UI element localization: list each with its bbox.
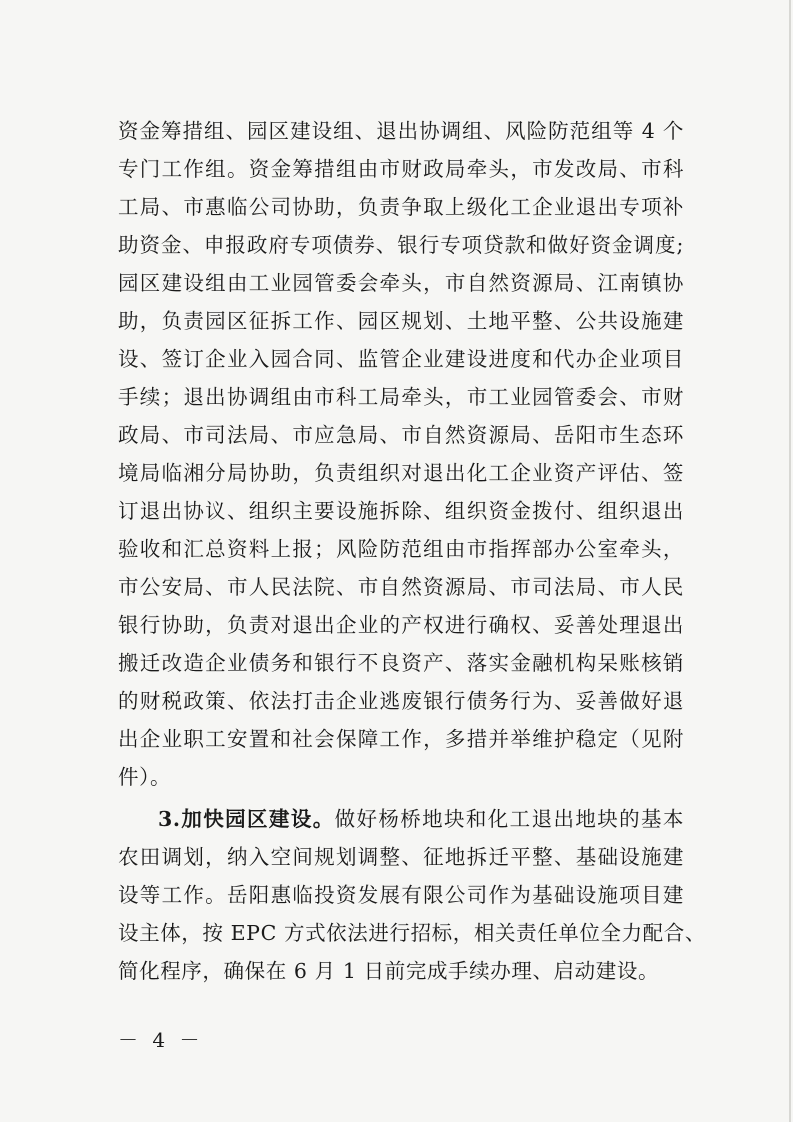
text-line: 的财税政策、依法打击企业逃废银行债务行为、妥善做好退 [118,689,684,713]
page-number: － 4 － [118,1028,204,1052]
binding-edge [789,0,791,1122]
paragraph-first-line [118,800,684,838]
text-line: 资金筹措组、园区建设组、退出协调组、风险防范组等 4 个 [118,119,684,143]
text-line: 设、签订企业入园合同、监管企业建设进度和代办企业项目 [118,347,684,371]
body-text [118,112,706,990]
heading-line-text: 做好杨桥地块和化工退出地块的基本 [334,807,684,831]
text-line: 工局、市惠临公司协助，负责争取上级化工企业退出专项补 [118,195,684,219]
text-line: 市公安局、市人民法院、市自然资源局、市司法局、市人民 [118,575,684,599]
text-line: 订退出协议、组织主要设施拆除、组织资金拨付、组织退出 [118,499,684,523]
text-line: 助，负责园区征拆工作、园区规划、土地平整、公共设施建 [118,309,684,333]
paragraph-work-groups [118,112,684,796]
text-line: 件）。 [118,765,172,789]
text-line: 手续；退出协调组由市科工局牵头，市工业园管委会、市财 [118,385,684,409]
text-line: 政局、市司法局、市应急局、市自然资源局、岳阳市生态环 [118,423,684,447]
text-line: 出企业职工安置和社会保障工作，多措并举维护稳定（见附 [118,727,684,751]
text-line: 简化程序，确保在 6 月 1 日前完成手续办理、启动建设。 [118,959,660,983]
text-line: 设等工作。岳阳惠临投资发展有限公司作为基础设施项目建 [118,883,684,907]
text-line: 银行协助，负责对退出企业的产权进行确权、妥善处理退出 [118,613,684,637]
text-line: 搬迁改造企业债务和银行不良资产、落实金融机构呆账核销 [118,651,684,675]
text-line: 境局临湘分局协助，负责组织对退出化工企业资产评估、签 [118,461,684,485]
text-line: 助资金、申报政府专项债券、银行专项贷款和做好资金调度; [118,233,684,257]
text-line: 验收和汇总资料上报；风险防范组由市指挥部办公室牵头， [118,537,684,561]
text-line: 设主体，按 EPC 方式依法进行招标，相关责任单位全力配合、 [118,921,706,945]
paragraph-park-construction [118,800,706,990]
text-line: 园区建设组由工业园管委会牵头，市自然资源局、江南镇协 [118,271,684,295]
section-heading: 3.加快园区建设。 [158,807,335,831]
text-line: 专门工作组。资金筹措组由市财政局牵头，市发改局、市科 [118,157,684,181]
text-line: 农田调划，纳入空间规划调整、征地拆迁平整、基础设施建 [118,845,684,869]
